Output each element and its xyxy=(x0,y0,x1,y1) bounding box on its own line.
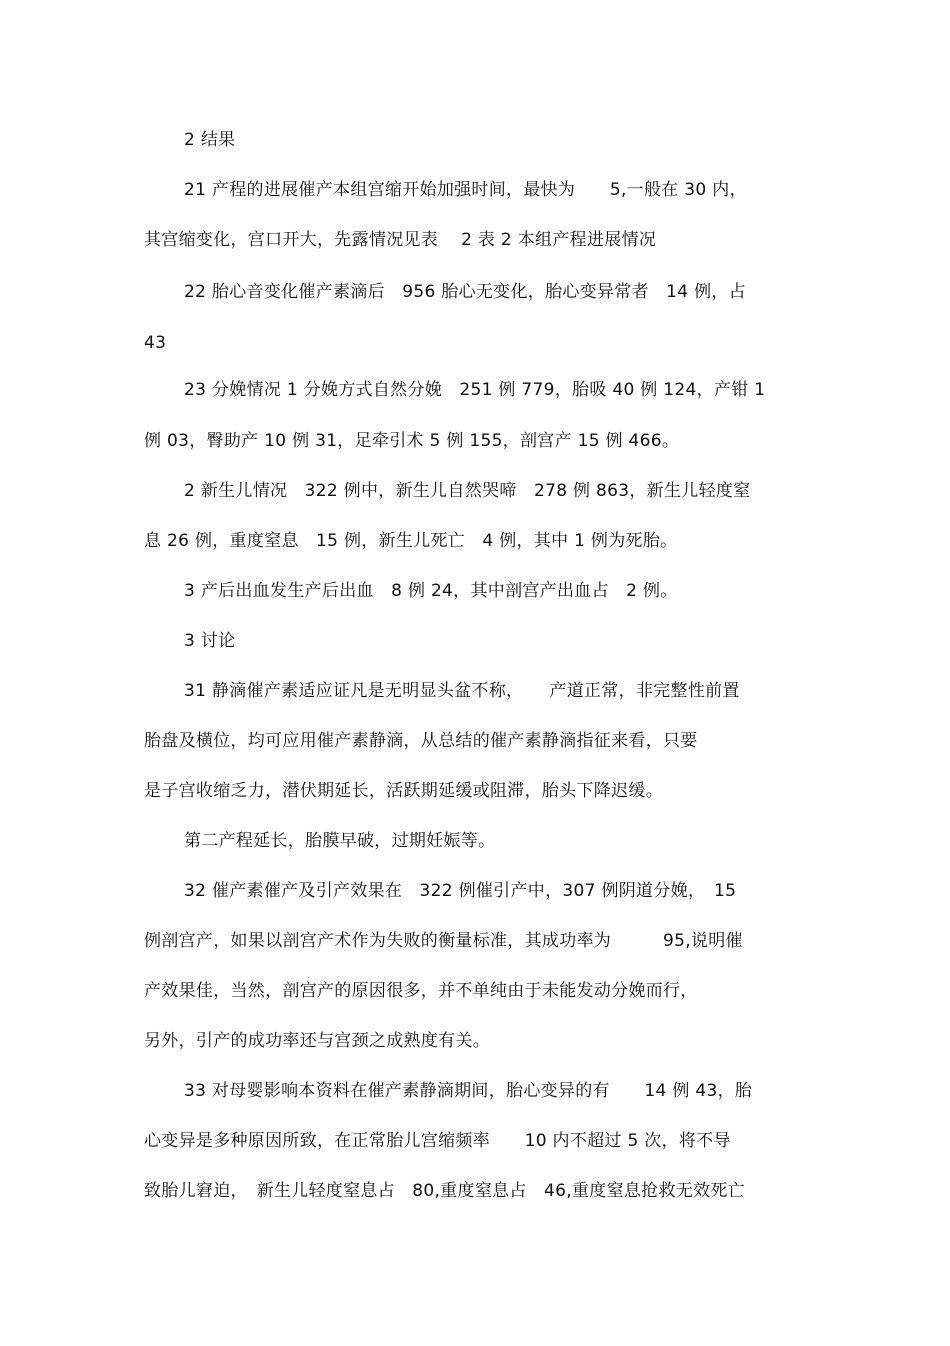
paragraph-line: 另外，引产的成功率还与宫颈之成熟度有关。 xyxy=(144,1031,490,1051)
paragraph-line: 例 03，臀助产 10 例 31，足牵引术 5 例 155，剖宫产 15 例 466。 xyxy=(144,431,680,451)
paragraph-line: 致胎儿窘迫， 新生儿轻度窒息占 80,重度窒息占 46,重度窒息抢救无效死亡 xyxy=(144,1181,745,1201)
paragraph-line: 22 胎心音变化催产素滴后 956 胎心无变化，胎心变异常者 14 例，占 xyxy=(184,282,747,302)
paragraph-line: 33 对母婴影响本资料在催产素静滴期间，胎心变异的有 14 例 43，胎 xyxy=(184,1081,753,1101)
paragraph-line: 32 催产素催产及引产效果在 322 例催引产中，307 例阴道分娩， 15 xyxy=(184,881,737,901)
paragraph-line: 第二产程延长，胎膜早破，过期妊娠等。 xyxy=(184,831,496,851)
paragraph-line: 21 产程的进展催产本组宫缩开始加强时间，最快为 5,一般在 30 内， xyxy=(184,180,747,200)
paragraph-line: 产效果佳，当然，剖宫产的原因很多，并不单纯由于未能发动分娩而行， xyxy=(144,981,698,1001)
paragraph-line: 43 xyxy=(144,333,167,353)
paragraph-line: 23 分娩情况 1 分娩方式自然分娩 251 例 779，胎吸 40 例 124，产钳 1 xyxy=(184,380,766,400)
paragraph-line: 胎盘及横位，均可应用催产素静滴，从总结的催产素静滴指征来看，只要 xyxy=(144,731,698,751)
section-heading-discussion: 3 讨论 xyxy=(184,631,236,651)
section-heading-results: 2 结果 xyxy=(184,130,236,150)
paragraph-line: 心变异是多种原因所致，在正常胎儿宫缩频率 10 内不超过 5 次，将不导 xyxy=(144,1131,731,1151)
paragraph-line: 3 产后出血发生产后出血 8 例 24，其中剖宫产出血占 2 例。 xyxy=(184,581,678,601)
paragraph-line: 例剖宫产，如果以剖宫产术作为失败的衡量标准，其成功率为 95,说明催 xyxy=(144,931,743,951)
paragraph-line: 31 静滴催产素适应证凡是无明显头盆不称， 产道正常，非完整性前置 xyxy=(184,681,740,701)
paragraph-line: 其宫缩变化，宫口开大，先露情况见表 2 表 2 本组产程进展情况 xyxy=(144,230,657,250)
paragraph-line: 是子宫收缩乏力，潜伏期延长，活跃期延缓或阻滞，胎头下降迟缓。 xyxy=(144,781,663,801)
paragraph-line: 息 26 例，重度窒息 15 例，新生儿死亡 4 例，其中 1 例为死胎。 xyxy=(144,531,678,551)
paragraph-line: 2 新生儿情况 322 例中，新生儿自然哭啼 278 例 863，新生儿轻度窒 xyxy=(184,481,751,501)
